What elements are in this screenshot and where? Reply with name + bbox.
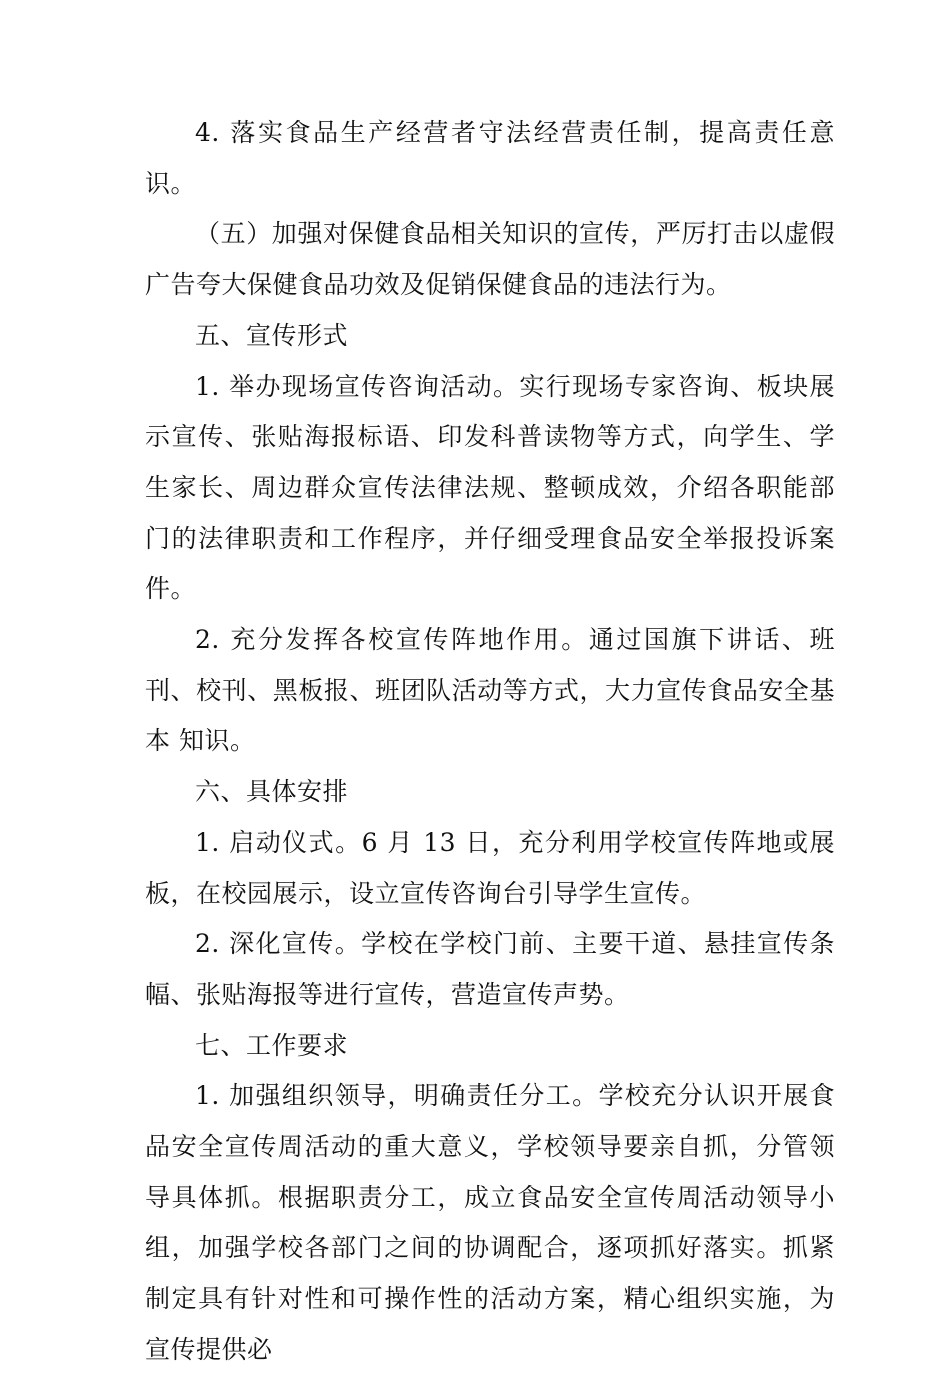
paragraph-item-4: 4. 落实食品生产经营者守法经营责任制，提高责任意识。 <box>145 118 835 198</box>
paragraph-school-publicity: 2. 充分发挥各校宣传阵地作用。通过国旗下讲话、班刊、校刊、黑板报、班团队活动等方式，大力宣传食品安全基本 知识。 <box>145 625 835 756</box>
paragraph-deepen-publicity: 2. 深化宣传。学校在学校门前、主要干道、悬挂宣传条幅、张贴海报等进行宣传，营造宣传声势。 <box>145 929 835 1009</box>
paragraph-section-5: （五）加强对保健食品相关知识的宣传，严厉打击以虚假广告夸大保健食品功效及促销保健食品的违法行为。 <box>145 219 835 300</box>
heading-publicity-forms: 五、宣传形式 <box>195 320 349 350</box>
heading-work-requirements: 七、工作要求 <box>195 1030 349 1060</box>
paragraph-onsite-consulting: 1. 举办现场宣传咨询活动。实行现场专家咨询、板块展 示宣传、张贴海报标语、印发科普读物等方式，向学生、学 生家长、周边群众宣传法律法规、整顿成效，介绍各职能部 门的法律职责和工作程序，并仔细受理食品安全举报投诉案 件。 <box>145 371 835 604</box>
paragraph-leadership: 1. 加强组织领导，明确责任分工。学校充分认识开展食 品安全宣传周活动的重大意义，学校领导要亲自抓，分管领 导具体抓。根据职责分工，成立食品安全宣传周活动领导小 组，加强学校各部门之间的协调配合，逐项抓好落实。抓紧 制定具有针对性和可操作性的活动方案，精心组织实施，为 宣传提供必 <box>145 1081 835 1364</box>
document-body <box>145 108 835 1376</box>
paragraph-launch-ceremony: 1. 启动仪式。6 月 13 日，充分利用学校宣传阵地或展板，在校园展示，设立宣传咨询台引导学生宣传。 <box>145 827 835 908</box>
heading-specific-arrangements: 六、具体安排 <box>195 777 349 807</box>
